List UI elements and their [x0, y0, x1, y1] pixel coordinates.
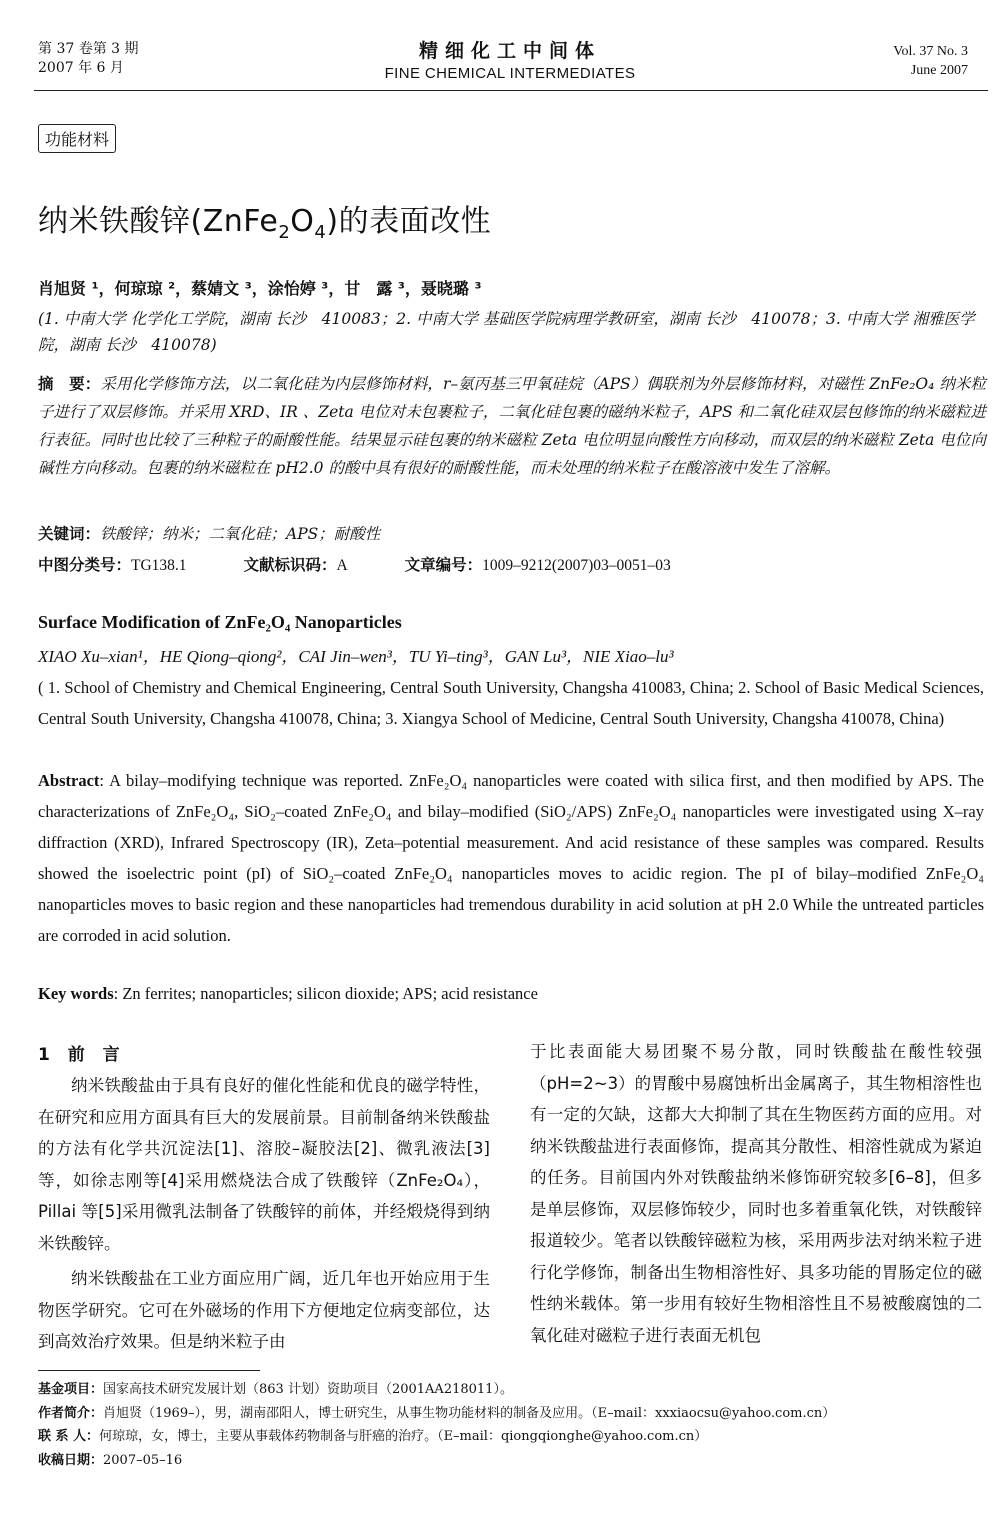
abstract-cn-text: 采用化学修饰方法，以二氧化硅为内层修饰材料，r–氨丙基三甲氧硅烷（APS）偶联剂为外层修饰材料，对磁性 ZnFe₂O₄ 纳米粒子进行了双层修饰。并采用 XRD、IR 、Zeta 电位对未包裹粒子，二氧化硅包裹的磁纳米粒子，APS 和二氧化硅双层包修饰的纳米磁粒进行表征。同时也比较了三种粒子的耐酸性能。结果显示硅包裹的纳米磁粒 Zeta 电位明显向酸性方向移动，而双层的纳米磁粒 Zeta 电位向碱性方向移动。包裹的纳米磁粒在 pH2.0 的酸中具有很好的耐酸性能，而未处理的纳米粒子在酸溶液中发生了溶解。	[38, 375, 986, 477]
keywords-cn	[38, 522, 380, 544]
body-paragraph: 纳米铁酸盐在工业方面应用广阔，近几年也开始应用于生物医学研究。它可在外磁场的作用下方便地定位病变部位，达到高效治疗效果。但是纳米粒子由	[38, 1269, 490, 1351]
date-cn: 2007 年 6 月	[38, 60, 124, 76]
keywords-cn-text: 铁酸锌；纳米；二氧化硅；APS；耐酸性	[100, 525, 381, 543]
footnote-text: 肖旭贤（1969–），男，湖南邵阳人，博士研究生，从事生物功能材料的制备及应用。（E–mail：xxxiaocsu@yahoo.com.cn）	[103, 1405, 836, 1421]
abstract-cn	[38, 370, 986, 482]
abstract-cn-label: 摘 要：	[38, 375, 101, 393]
date-en: June 2007	[910, 63, 968, 78]
keywords-cn-label: 关键词：	[38, 525, 101, 543]
footnote-author-bio	[38, 1402, 988, 1426]
title-subscript: 4	[314, 222, 327, 243]
article-no-label: 文章编号：	[404, 556, 483, 574]
journal-masthead	[300, 36, 720, 82]
abstract-en-text: : A bilay–modifying technique was reported. ZnFe₂O₄ nanoparticles were coated with silica first, and then modified by APS. The characterizations of ZnFe₂O₄, SiO₂–coated ZnFe₂O₄ and bilay–modified (SiO₂/APS) ZnFe₂O₄ nanoparticles were investigated using X–ray diffraction (XRD), Infrared Spectroscopy (IR), Zeta–potential measurement. And acid resistance of these samples was compared. Results showed the isoelectric point (pI) of SiO₂–coated ZnFe₂O₄ nanoparticles moves to acidic region. The pI of bilay–modified ZnFe₂O₄ nanoparticles moves to basic region and these nanoparticles had tremendous durability in acid solution at pH 2.0 While the untreated particles are corroded in acid solution.	[38, 771, 984, 945]
footnotes	[38, 1378, 988, 1472]
doc-code-label: 文献标识码：	[243, 556, 337, 574]
footnote-contact	[38, 1425, 988, 1449]
abstract-en-label: Abstract	[38, 771, 100, 790]
section-tag: 功能材料	[38, 124, 116, 153]
footnote-label: 联 系 人：	[38, 1429, 100, 1444]
footnote-label: 收稿日期：	[38, 1452, 104, 1468]
clc-label: 中图分类号：	[38, 556, 132, 574]
article-no-value: 1009–9212(2007)03–0051–03	[482, 557, 671, 574]
footnote-received-date	[38, 1449, 988, 1473]
journal-name-cn: 精细化工中间体	[418, 40, 601, 62]
journal-name-en: FINE CHEMICAL INTERMEDIATES	[384, 65, 636, 82]
keywords-en-text: : Zn ferrites; nanoparticles; silicon dioxide; APS; acid resistance	[113, 984, 538, 1003]
clc-value: TG138.1	[131, 557, 187, 574]
header-issue-cn	[38, 40, 139, 78]
keywords-en	[38, 984, 538, 1004]
volume-cn: 第 37 卷第 3 期	[38, 41, 139, 57]
affiliation-cn: (1. 中南大学 化学化工学院，湖南 长沙 410083；2. 中南大学 基础医学院病理学教研室，湖南 长沙 410078；3. 中南大学 湘雅医学院，湖南 长沙 410078)	[38, 310, 975, 354]
title-subscript: 2	[278, 222, 291, 243]
header-divider	[34, 90, 988, 91]
footnote-label: 作者简介：	[38, 1405, 104, 1421]
body-column-left	[38, 1070, 490, 1362]
affiliation-en: ( 1. School of Chemistry and Chemical Engineering, Central South University, Changsha 410083, China; 2. School of Basic Medical Sciences, Central South University, Changsha 410078, China; 3. Xiangya School of Medicine, Central South University, Changsha 410078, China)	[38, 678, 984, 728]
paper-title	[38, 196, 491, 243]
footnote-text: 国家高技术研究发展计划（863 计划）资助项目（2001AA218011）。	[103, 1382, 513, 1397]
footnote-label: 基金项目：	[38, 1382, 104, 1397]
keywords-en-label: Key words	[38, 984, 114, 1003]
footnote-text: 2007–05–16	[103, 1452, 183, 1468]
authors-en: XIAO Xu–xian¹，HE Qiong–qiong²，CAI Jin–wen³，TU Yi–ting³，GAN Lu³，NIE Xiao–lu³	[38, 647, 674, 666]
title-part: )的表面改性	[326, 204, 492, 239]
footnote-divider	[38, 1370, 260, 1371]
body-paragraph: 于比表面能大易团聚不易分散，同时铁酸盐在酸性较强（pH=2~3）的胃酸中易腐蚀析出金属离子，其生物相溶性也有一定的欠缺，这都大大抑制了其在生物医药方面的应用。对纳米铁酸盐进行表面修饰，提高其分散性、相溶性就成为紧迫的任务。目前国内外对铁酸盐纳米修饰研究较多[6–8]，但多是单层修饰，双层修饰较少，同时也多着重氧化铁，对铁酸锌报道较少。笔者以铁酸锌磁粒为核，采用两步法对纳米粒子进行化学修饰，制备出生物相溶性好、具多功能的胃肠定位的磁性纳米载体。第一步用有较好生物相溶性且不易被酸腐蚀的二氧化硅对磁粒子进行表面无机包	[530, 1042, 982, 1345]
classification-line	[38, 553, 988, 575]
paper-title-en: Surface Modification of ZnFe₂O₄ Nanoparticles	[38, 612, 402, 632]
volume-en: Vol. 37 No. 3	[893, 44, 968, 59]
doc-code-value: A	[336, 557, 348, 574]
title-part: 纳米铁酸锌(ZnFe	[38, 204, 279, 239]
header-issue-en	[893, 42, 968, 80]
section-heading: 1 前 言	[38, 1045, 126, 1065]
title-part: O	[290, 204, 315, 239]
body-paragraph: 纳米铁酸盐由于具有良好的催化性能和优良的磁学特性，在研究和应用方面具有巨大的发展前景。目前制备纳米铁酸盐的方法有化学共沉淀法[1]、溶胶–凝胶法[2]、微乳液法[3]等，如徐志刚等[4]采用燃烧法合成了铁酸锌（ZnFe₂O₄），Pillai 等[5]采用微乳法制备了铁酸锌的前体，并经煅烧得到纳米铁酸锌。	[38, 1076, 490, 1253]
footnote-funding	[38, 1378, 988, 1402]
body-column-right	[530, 1036, 982, 1355]
footnote-text: 何琼琼，女，博士，主要从事载体药物制备与肝癌的治疗。（E–mail：qiongqionghe@yahoo.com.cn）	[99, 1429, 708, 1444]
abstract-en	[38, 765, 984, 951]
authors-cn: 肖旭贤 ¹，何琼琼 ²，蔡婧文 ³，涂怡婷 ³，甘 露 ³，聂晓璐 ³	[38, 279, 482, 298]
